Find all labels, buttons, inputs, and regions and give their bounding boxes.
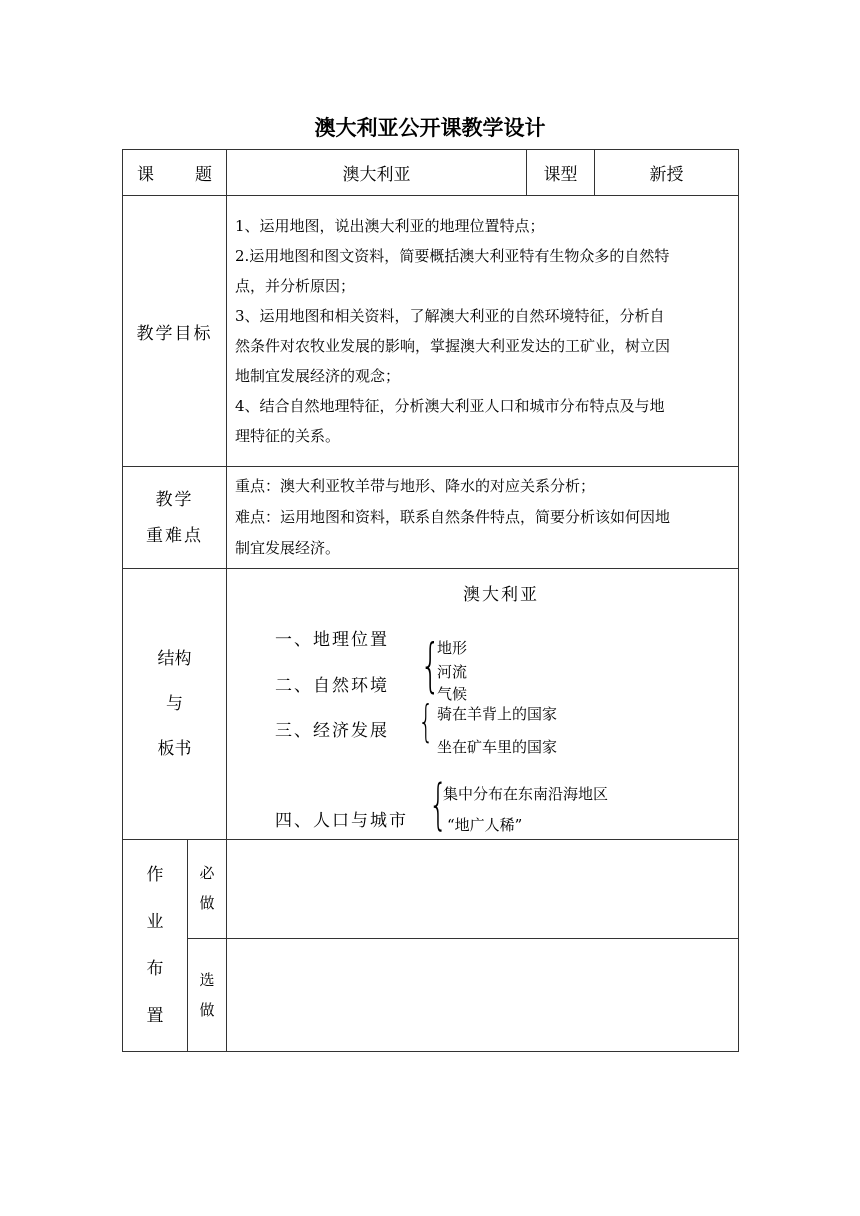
required-homework-content bbox=[227, 840, 739, 939]
required-label-char: 做 bbox=[199, 894, 215, 912]
homework-label-char: 业 bbox=[146, 911, 164, 932]
homework-required-row bbox=[123, 840, 739, 939]
brace-nature: { bbox=[420, 631, 441, 699]
board-label-line: 结构 bbox=[157, 648, 192, 669]
topic-row bbox=[123, 150, 739, 196]
board-content bbox=[227, 569, 739, 840]
nature-item: 气候 bbox=[437, 685, 468, 703]
objectives-label: 教学目标 bbox=[123, 196, 227, 467]
homework-label-char: 布 bbox=[146, 958, 164, 979]
homework-optional-row bbox=[123, 939, 739, 1052]
board-section: 一、地理位置 bbox=[275, 630, 389, 650]
nature-item: 河流 bbox=[437, 663, 468, 681]
key-points-content bbox=[227, 467, 739, 569]
optional-label bbox=[188, 939, 227, 1052]
objective-line: 4、结合自然地理特征，分析澳大利亚人口和城市分布特点及与地 bbox=[235, 397, 665, 415]
homework-label-char: 作 bbox=[146, 864, 164, 885]
objective-line: 3、运用地图和相关资料，了解澳大利亚的自然环境特征，分析自 bbox=[235, 307, 665, 325]
brace-population: { bbox=[428, 773, 448, 836]
key-point-line: 重点：澳大利亚牧羊带与地形、降水的对应关系分析； bbox=[235, 477, 596, 495]
economy-item: 骑在羊背上的国家 bbox=[437, 705, 558, 723]
objective-line: 2.运用地图和图文资料，简要概括澳大利亚特有生物众多的自然特 bbox=[235, 247, 670, 265]
optional-label-char: 选 bbox=[199, 971, 215, 989]
optional-label-char: 做 bbox=[199, 1001, 215, 1019]
key-points-label-line: 重难点 bbox=[146, 525, 203, 546]
topic-label-cell bbox=[123, 150, 227, 196]
key-point-line: 难点：运用地图和资料，联系自然条件特点，简要分析该如何因地 bbox=[235, 508, 671, 526]
objectives-content bbox=[227, 196, 739, 467]
document-title: 澳大利亚公开课教学设计 bbox=[314, 116, 546, 140]
board-row bbox=[123, 569, 739, 840]
objectives-row bbox=[123, 196, 739, 467]
topic-value: 澳大利亚 bbox=[227, 150, 527, 196]
nature-item: 地形 bbox=[437, 639, 468, 657]
board-label bbox=[123, 569, 227, 840]
objective-line: 然条件对农牧业发展的影响，掌握澳大利亚发达的工矿业，树立因 bbox=[235, 337, 671, 355]
required-label bbox=[188, 840, 227, 939]
topic-label-char: 题 bbox=[195, 165, 212, 185]
key-point-line: 制宜发展经济。 bbox=[235, 539, 341, 557]
population-item: 集中分布在东南沿海地区 bbox=[443, 785, 609, 803]
objective-line: 理特征的关系。 bbox=[235, 427, 341, 445]
board-heading: 澳大利亚 bbox=[463, 585, 539, 605]
board-label-line: 板书 bbox=[157, 738, 192, 759]
board-section: 四、人口与城市 bbox=[275, 811, 408, 831]
objective-line: 1、运用地图，说出澳大利亚的地理位置特点； bbox=[235, 217, 545, 235]
board-label-line: 与 bbox=[166, 693, 183, 714]
optional-homework-content bbox=[227, 939, 739, 1052]
objective-line: 点，并分析原因； bbox=[235, 277, 356, 295]
brace-economy: { bbox=[418, 696, 434, 747]
objective-line: 地制宜发展经济的观念； bbox=[235, 367, 401, 385]
board-section: 二、自然环境 bbox=[275, 676, 389, 696]
population-item: “地广人稀” bbox=[447, 816, 523, 834]
lesson-type-value: 新授 bbox=[595, 150, 739, 196]
key-points-row bbox=[123, 467, 739, 569]
required-label-char: 必 bbox=[199, 864, 215, 882]
homework-label bbox=[123, 840, 188, 1052]
lesson-type-label: 课型 bbox=[527, 150, 595, 196]
economy-item: 坐在矿车里的国家 bbox=[437, 738, 558, 756]
topic-label-char: 课 bbox=[137, 165, 154, 185]
lesson-plan-table bbox=[122, 149, 739, 1052]
homework-label-char: 置 bbox=[146, 1005, 164, 1026]
key-points-label-line: 教学 bbox=[155, 489, 194, 510]
key-points-label bbox=[123, 467, 227, 569]
board-section: 三、经济发展 bbox=[275, 721, 389, 741]
